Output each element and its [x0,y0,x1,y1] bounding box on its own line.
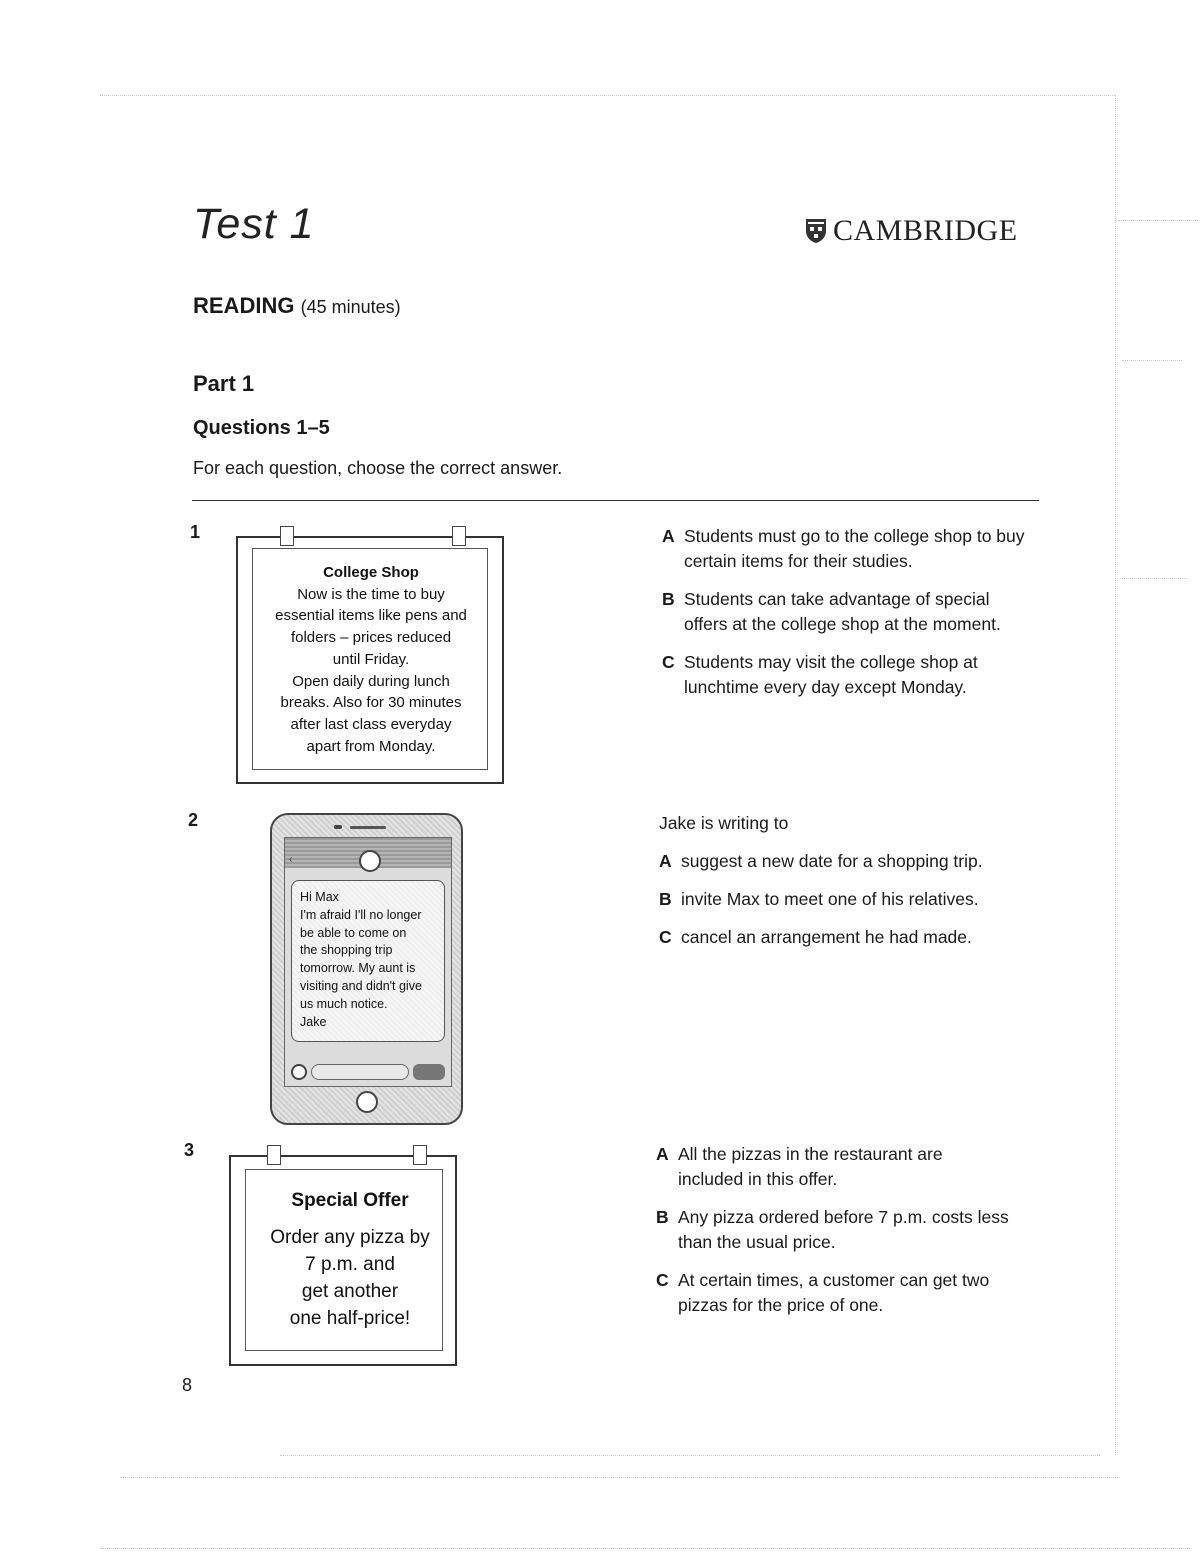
camera-icon [291,1064,307,1080]
page-number: 8 [182,1375,193,1395]
scan-artifact-right-3 [1122,578,1187,579]
q2-stem: Jake is writing to [659,813,789,833]
q1-options [662,524,1042,713]
option-text: All the pizzas in the restaurant are included in this offer. [678,1144,943,1189]
option-text: Students must go to the college shop to buy certain items for their studies. [684,526,1025,571]
option-text: suggest a new date for a shopping trip. [681,851,983,871]
college-shop-notice [236,536,504,784]
message-bubble [291,880,445,1042]
notice-pin-right [452,526,466,546]
question-number-3: 3 [184,1140,195,1160]
notice-line: until Friday. [332,650,410,668]
question-number-1: 1 [190,522,201,542]
message-line: be able to come on [300,925,407,940]
question-number-2: 2 [188,810,199,830]
notice-pin-right [413,1145,427,1165]
notice-text [243,1187,457,1332]
notice-title: Special Offer [291,1190,409,1211]
notice-pin-left [267,1145,281,1165]
q2-options [659,811,1039,963]
q3-option-c[interactable] [656,1268,1026,1318]
message-text [300,889,440,1031]
cambridge-shield-icon [805,218,827,244]
special-offer-notice [229,1155,457,1366]
scan-artifact-top [100,95,1115,96]
q1-option-c[interactable] [662,650,1042,700]
notice-line: Open daily during lunch [292,672,450,690]
section-duration: (45 minutes) [300,297,401,317]
message-line: tomorrow. My aunt is [300,961,416,976]
q3-option-b[interactable] [656,1205,1026,1255]
q3-options [656,1142,1026,1331]
option-text: invite Max to meet one of his relatives. [681,889,979,909]
option-letter: A [659,851,672,871]
back-arrow-icon: ‹ [289,854,293,865]
scan-artifact-right-edge [1115,95,1116,1455]
send-button-icon [413,1064,445,1080]
message-line: us much notice. [300,996,388,1011]
instruction-text: For each question, choose the correct answer. [193,458,563,478]
notice-line: breaks. Also for 30 minutes [280,694,462,712]
notice-line: essential items like pens and [275,607,467,625]
message-line: I'm afraid I'll no longer [300,907,422,922]
option-letter: C [662,652,675,672]
scan-artifact-bottom-1 [280,1455,1100,1456]
q2-option-a[interactable] [659,849,1039,874]
option-letter: A [662,526,675,546]
option-text: Any pizza ordered before 7 p.m. costs less than the usual price. [678,1207,1009,1252]
phone-camera-icon [334,825,342,829]
part-heading: Part 1 [193,371,255,396]
scan-artifact-bottom-2 [120,1477,1120,1478]
page-title: Test 1 [193,200,315,248]
option-letter: C [656,1270,669,1290]
section-title [193,293,401,319]
option-letter: B [656,1207,669,1227]
q3-option-a[interactable] [656,1142,1026,1192]
phone-home-button-icon [356,1091,378,1113]
phone-screen [284,837,452,1087]
notice-text [256,562,486,757]
q1-option-a[interactable] [662,524,1042,574]
option-text: cancel an arrangement he had made. [681,927,972,947]
divider [192,500,1039,501]
scan-artifact-right-2 [1122,360,1182,361]
notice-line: folders – prices reduced [290,629,452,647]
option-letter: B [659,889,672,909]
scan-artifact-right-1 [1118,220,1198,221]
message-line: visiting and didn't give [300,978,422,993]
notice-line: 7 p.m. and [305,1254,395,1275]
contact-avatar-icon [359,850,381,872]
option-text: At certain times, a customer can get two pizzas for the price of one. [678,1270,990,1315]
notice-line: Now is the time to buy [297,585,445,603]
notice-line: apart from Monday. [306,737,436,755]
notice-pin-left [280,526,294,546]
questions-heading: Questions 1–5 [193,417,330,439]
option-letter: C [659,927,672,947]
q2-option-c[interactable] [659,925,1039,950]
notice-line: get another [301,1281,399,1302]
option-letter: A [656,1144,669,1164]
message-line: the shopping trip [300,943,393,958]
q2-option-b[interactable] [659,887,1039,912]
phone-speaker-icon [350,826,386,829]
scan-artifact-bottom-3 [100,1548,1190,1549]
cambridge-logo [805,214,1018,248]
option-text: Students can take advantage of special offers at the college shop at the moment. [684,589,1001,634]
notice-title: College Shop [323,564,419,581]
phone-illustration [270,813,463,1125]
option-text: Students may visit the college shop at lunchtime every day except Monday. [684,652,978,697]
message-line: Jake [300,1014,327,1029]
message-input-bar [311,1064,409,1080]
logo-text: CAMBRIDGE [833,214,1018,247]
message-line: Hi Max [300,890,339,904]
option-letter: B [662,589,675,609]
notice-line: Order any pizza by [270,1227,430,1248]
q1-option-b[interactable] [662,587,1042,637]
notice-line: one half-price! [289,1308,411,1329]
notice-line: after last class everyday [290,715,452,733]
section-title-text: READING [193,293,295,318]
